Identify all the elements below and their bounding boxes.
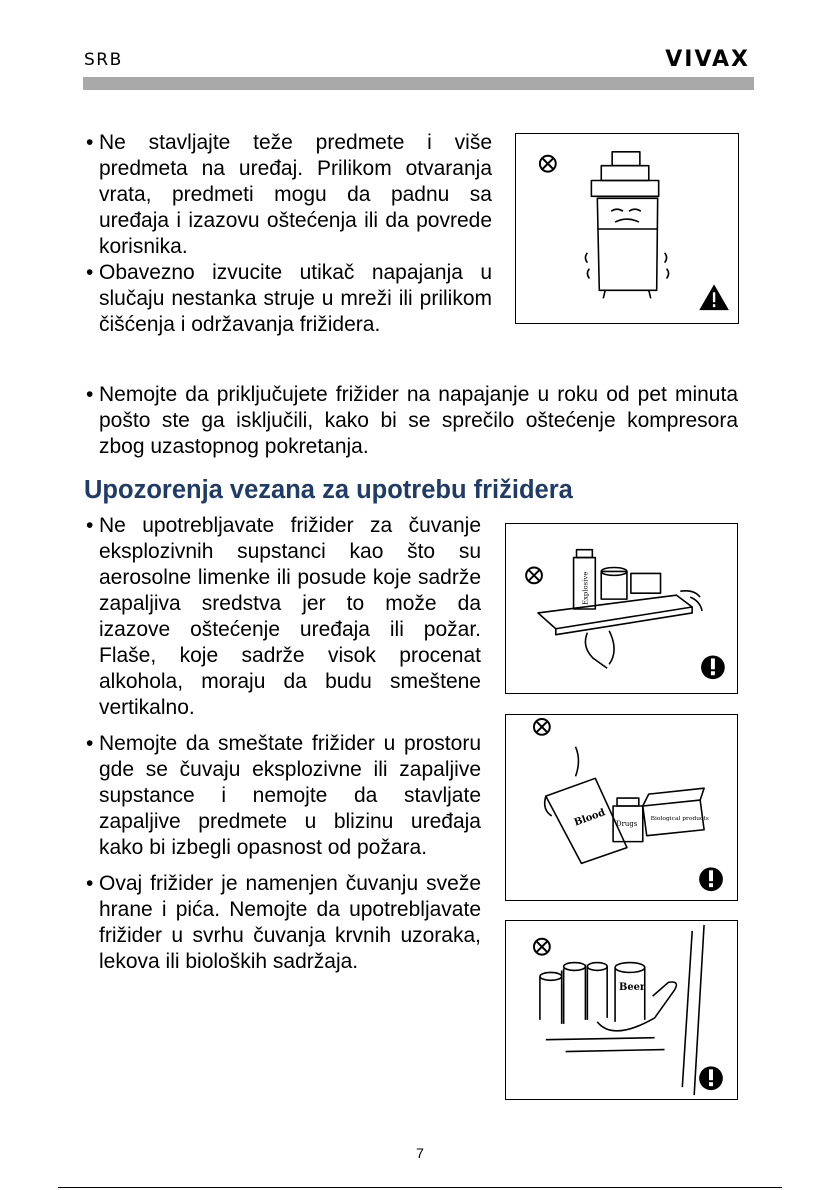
- page-number: 7: [416, 1145, 424, 1161]
- exclamation-circle-icon: [701, 655, 725, 679]
- exclamation-circle-icon: [699, 867, 723, 891]
- beer-can-label: Beer: [619, 982, 646, 994]
- intro-bullet-2: • Obavezno izvucite utikač napajanja u slučaju nestanka struje u mreži ili prilikom čišćenja i održavanja frižidera.: [84, 260, 492, 338]
- section-heading: Upozorenja vezana za upotrebu frižidera: [84, 476, 573, 504]
- blood-bag-label: Blood: [572, 807, 607, 829]
- usage-bullet-list: [84, 513, 481, 975]
- intro-bullet-1: • Ne stavljajte teže predmete i više predmeta na uređaj. Prilikom otvaranja vrata, predmeti mogu da padnu sa uređaja i izazovu oštećenja ili da povrede korisnika.: [84, 130, 492, 260]
- figure-beverage-cans: [505, 920, 738, 1100]
- header-bar: [83, 77, 754, 90]
- header-language: SRB: [84, 50, 123, 70]
- power-bullet-list: [84, 382, 738, 460]
- usage-bullet-explosives: • Ne upotrebljavate frižider za čuvanje eksplozivnih supstanci kao što su aerosolne limenke ili posude koje sadrže zapaljiva sredstva jer to može da izazove oštećenje uređaja ili požar. Flaše, koje sadrže visok procenat alkohola, moraju da budu smeštene vertikalno.: [84, 513, 481, 721]
- exclamation-circle-icon: [699, 1066, 723, 1090]
- power-bullet: • Nemojte da priključujete frižider na napajanje u roku od pet minuta pošto ste ga isključili, kako bi se sprečilo oštećenje kompresora zbog uzastopnog pokretanja.: [84, 382, 738, 460]
- drugs-jar-label: Drugs: [616, 819, 638, 828]
- brand-logo: VIVAX: [665, 47, 750, 72]
- explosive-can-label: Explosive: [581, 571, 590, 606]
- footer-line: [58, 1187, 782, 1188]
- intro-bullet-list: [84, 130, 492, 338]
- warning-triangle-icon: [699, 284, 729, 310]
- usage-bullet-flammable: • Nemojte da smeštate frižider u prostoru gde se čuvaju eksplozivne ili zapaljive supstance i nemojte da stavljate zapaljive predmete u blizinu uređaja kako bi izbegli opasnost od požara.: [84, 731, 481, 861]
- figure-heavy-objects: [515, 133, 739, 324]
- figure-explosive-containers: [505, 523, 738, 694]
- biological-box-label: Biological products: [650, 814, 709, 822]
- prohibited-icon: [534, 719, 550, 735]
- prohibited-icon: [526, 567, 542, 583]
- figure-medical-contents: [505, 714, 738, 901]
- prohibited-icon: [534, 939, 550, 955]
- usage-bullet-medical: • Ovaj frižider je namenjen čuvanju sveže hrane i pića. Nemojte da upotrebljavate frižider u svrhu čuvanja krvnih uzoraka, lekova ili bioloških sadržaja.: [84, 871, 481, 975]
- prohibited-icon: [540, 156, 556, 172]
